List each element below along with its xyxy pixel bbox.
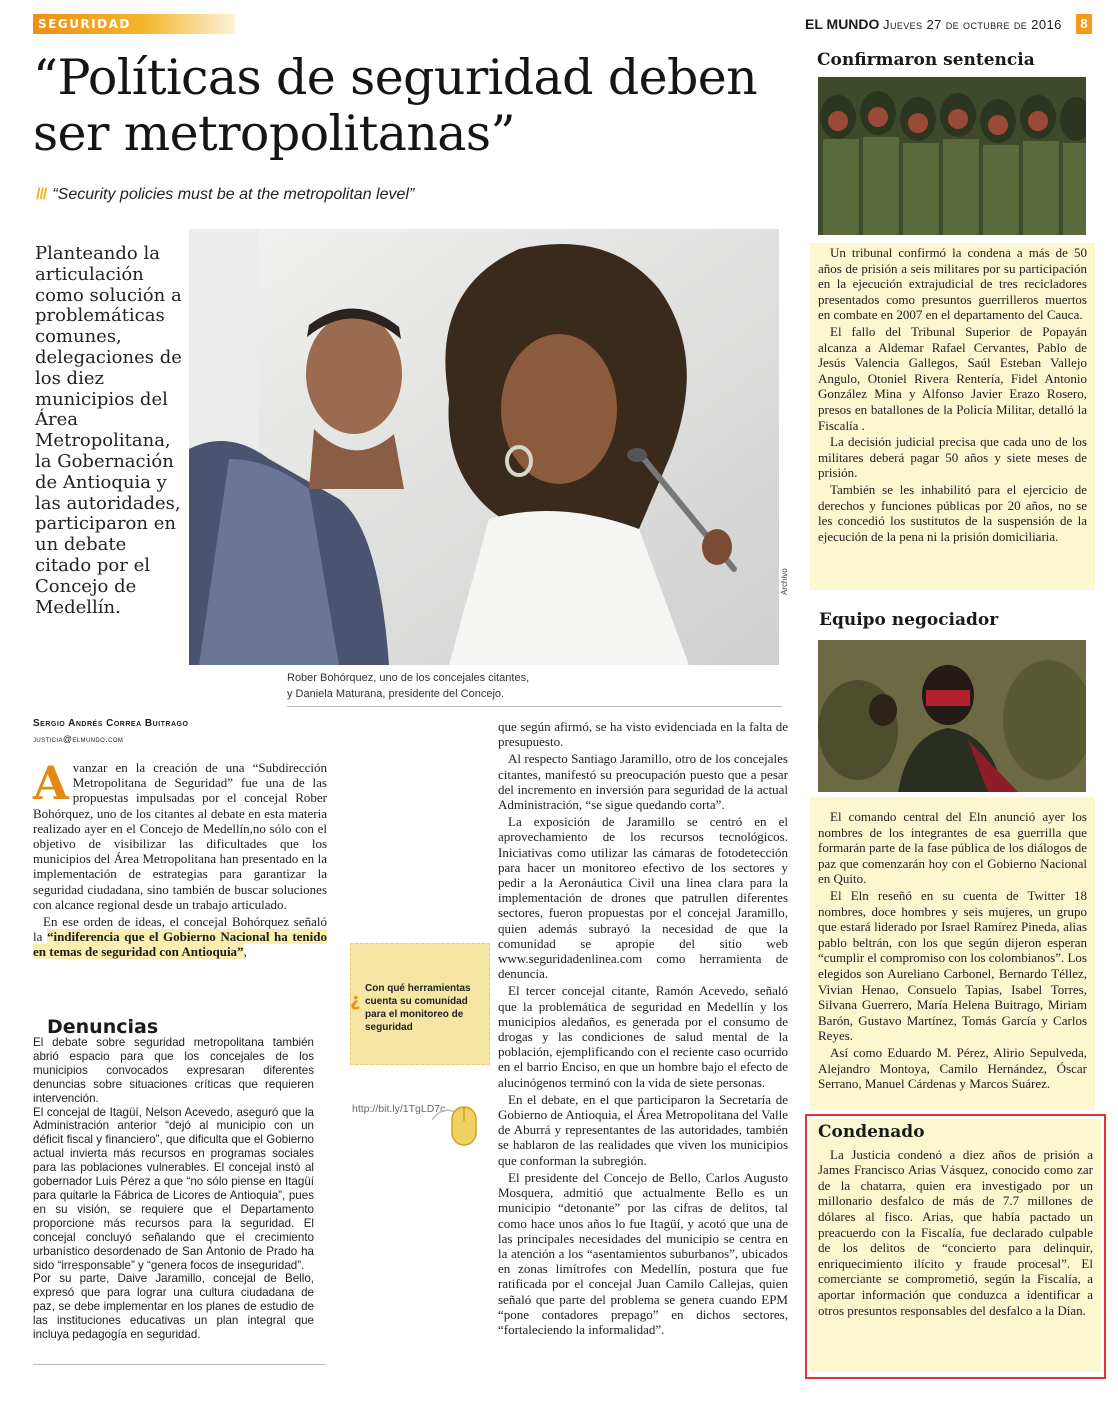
sidebar-title-equipo: Equipo negociador bbox=[819, 610, 999, 630]
subhead-text: “Security policies must be at the metropolitan level” bbox=[52, 186, 415, 203]
denuncias-text bbox=[33, 1036, 314, 1342]
col2-paragraph-3: La exposición de Jaramillo se centró en el aprovechamiento de los recursos tecnológicos. Iniciativas como utilizar las cámaras de fotodetección para hacer un monitoreo efectivo de los sectores y pedir a la Aeronáutica Civil una línea clara para la implementación de drones que patrullen diferentes sectores, fueron propuestas por el concejal Jaramillo, quien además subrayó la necesidad de que la comunidad se apropie del sitio web www.seguridadenlinea.com como herramienta de denuncia. bbox=[498, 814, 788, 982]
council-members-photo bbox=[189, 229, 779, 665]
soldiers-photo bbox=[818, 77, 1086, 235]
s2-paragraph-2: El Eln reseñó en su cuenta de Twitter 18 nombres, doce hombres y seis mujeres, un grupo que estará liderado por Israel Ramírez Pineda, alias pablo beltrán, con los que según dijeron esperan “cumplir el compromiso con los colombianos”. Los elegidos son Aureliano Carbonel, Bernardo Téllez, Vivian Henao, Consuelo Tapias, Isabel Torres, Silvana Guerrero, María Helena Buitrago, Miriam Barón, Gustavo Martínez, Tomás García y Carlos Reyes. bbox=[818, 887, 1087, 1044]
s1-paragraph-4: También se les inhabilitó para el ejercicio de derechos y funciones públicas por 20 años, no se les concedió los sustitutos de la suspensión de la ejecución de la pena ni la prisión domiciliaria. bbox=[818, 481, 1087, 544]
column-end-rule bbox=[33, 1364, 326, 1365]
col2-paragraph-6: El presidente del Concejo de Bello, Carlos Augusto Mosquera, admitió que actualmente Bello es un municipio “detonante” por las cifras de delitos, tal como hace unos años lo fue Itagüí, y acotó que una de las principales necesidades del municipio se centra en la atención a los “asentamientos suburbanos”, ubicados en zonas limítrofes con Medellín, postura que fue ratificada por el concejal Juan Camilo Callejas, quien señaló que parte del problema se genera cuando EPM “pone contadores prepago” en dichos sectores, “fortaleciendo la informalidad”. bbox=[498, 1169, 788, 1337]
s1-paragraph-1: Un tribunal confirmó la condena a más de 50 años de prisión a seis militares por su participación en la ejecución extrajudicial de tres recicladores presentados como presuntos guerrilleros muertos en combate en 2007 en el departamento del Cauca. bbox=[818, 245, 1087, 323]
s1-paragraph-3: La decisión judicial precisa que cada uno de los militares deberá pagar 50 años y siete meses de prisión. bbox=[818, 434, 1087, 481]
denuncias-paragraph-1: El debate sobre seguridad metropolitana también abrió espacio para que los concejales de los municipios convocados expresaran diferentes denuncias sobre situaciones críticas que requieren intervención. bbox=[33, 1036, 314, 1105]
lede: Planteando la articulación como solución a problemáticas comunes, delegaciones de los diez municipios del Área Metropolitana, la Gobernación de Antioquia y las autoridades, participaron en un debate citado por el Concejo de Medellín. bbox=[35, 243, 182, 618]
sidebar-text-confirmaron bbox=[810, 243, 1095, 590]
col1-p2-start: En ese orden de ideas, el concejal Bohórquez señaló la bbox=[33, 914, 327, 945]
byline-author: Sergio Andrés Correa Buitrago bbox=[33, 718, 189, 729]
article-column-1 bbox=[33, 756, 327, 962]
photo-caption bbox=[287, 670, 617, 702]
newspaper-name: EL MUNDO bbox=[805, 16, 880, 32]
col2-paragraph-2: Al respecto Santiago Jaramillo, otro de los concejales citantes, manifestó su preocupación puesto que a pesar del incremento en inversión para seguridad de la actual Administración, “se sigue quedando corta”. bbox=[498, 751, 788, 813]
denuncias-paragraph-2: El concejal de Itagüí, Nelson Acevedo, aseguró que la Administración anterior “dejó al municipio con un déficit fiscal y financiero”, que dificulta que el Gobierno actual invierta más recursos en programas sociales para las poblaciones vulnerables. El concejal instó al gobernador Luis Pérez a que “no sólo piense en Itagüí para quitarle la Fábrica de Licores de Antioquia”, pues en su visión, se requiere que el Departamento proporcione más recursos para la seguridad. El concejal concluyó señalando que el crecimiento urbanístico desordenado de San Antonio de Prado ha sido “irresponsable” y “genera focos de inseguridad”. bbox=[33, 1105, 314, 1272]
section-tag: SEGURIDAD bbox=[33, 14, 235, 34]
caption-rule bbox=[287, 706, 782, 707]
col2-paragraph-4: El tercer concejal citante, Ramón Acevedo, señaló que la problemática de seguridad en Medellín y los municipios aledaños, es generada por el consumo de drogas y las condiciones de salud mental de la población, ejemplificando con el reciente caso ocurrido en el barrio Enciso, en que un hombre bajo el efecto de alucinógenos terminó con la vida de siete personas. bbox=[498, 983, 788, 1090]
photo-credit: Archivo bbox=[780, 568, 789, 595]
s2-paragraph-3: Así como Eduardo M. Pérez, Alirio Sepulveda, Alejandro Montoya, Camilo Hernández, Óscar Serrano, Manuel Cárdenas y Marcos Suárez. bbox=[818, 1044, 1087, 1092]
byline-email[interactable]: justicia@elmundo.com bbox=[33, 734, 124, 744]
headline: “Políticas de seguridad deben ser metropolitanas” bbox=[33, 49, 758, 162]
sidebar-text-equipo bbox=[810, 797, 1095, 1110]
guerrilla-image bbox=[818, 640, 1086, 792]
main-photo bbox=[189, 229, 779, 665]
col2-paragraph-5: En el debate, en el que participaron la Secretaría de Gobierno de Antioquia, el Área Metropolitana del Valle de Aburrá y representantes de las autoridades, también se hablaron de las realidades que viven los municipios que conforman la subregión. bbox=[498, 1091, 788, 1168]
question-text: Con qué herramientas cuenta su comunidad para el monitoreo de seguridad bbox=[365, 983, 471, 1033]
question-mark-icon: ¿ bbox=[350, 990, 361, 1011]
caption-line-2: y Daniela Maturana, presidente del Concejo. bbox=[287, 688, 505, 700]
article-column-2 bbox=[498, 719, 788, 1339]
col1-paragraph-1: vanzar en la creación de una “Subdirección Metropolitana de Seguridad” fue una de las propuestas impulsadas por el concejal Rober Bohórquez, uno de los citantes al debate en esta materia realizado ayer en el Concejo de Medellín,no sólo con el objetivo de visibilizar las dificultades que los municipios del Área Metropolitana han presentado en la implementación de estrategias para garantizar la seguridad ciudadana, sino también de buscar soluciones con alcance regional desde un trabajo articulado. bbox=[33, 760, 327, 912]
s2-paragraph-1: El comando central del Eln anunció ayer los nombres de los integrantes de esa guerrilla que formarán parte de la fase pública de los diálogos de paz que comenzarán hoy con el Gobierno Nacional en Quito. bbox=[818, 809, 1087, 887]
col2-paragraph-1: que según afirmó, se ha visto evidenciada en la falta de presupuesto. bbox=[498, 719, 788, 750]
col1-p2-end: , bbox=[243, 944, 247, 960]
caption-line-1: Rober Bohórquez, uno de los concejales citantes, bbox=[287, 672, 530, 684]
guerrilla-photo bbox=[818, 640, 1086, 792]
col1-paragraph-2 bbox=[33, 914, 327, 960]
sidebar-title-condenado: Condenado bbox=[818, 1122, 925, 1142]
issue-date: Jueves 27 de octubre de 2016 bbox=[883, 17, 1062, 32]
denuncias-subtitle: Denuncias bbox=[47, 1016, 159, 1038]
s3-paragraph-1: La Justicia condenó a diez años de prisión a James Francisco Arias Vásquez, conocido como zar de la chatarra, quien era investigado por un millonario desfalco de más de 7.7 millones de dólares al fisco. Arias, que había pactado un preacuerdo con la Fiscalía, fue declarado culpable de los delitos de “concierto para delinquir, enriquecimiento ilícito y fraude procesal”. El comerciante se comprometió, según la Fiscalía, a aportar información que conduzca a identificar a otros presuntos responsables del desfalco a la Dian. bbox=[818, 1146, 1093, 1318]
highlight-box bbox=[805, 1114, 1106, 1379]
mouse-icon bbox=[432, 1095, 482, 1155]
subheadline bbox=[36, 186, 756, 204]
s1-paragraph-2: El fallo del Tribunal Superior de Popayán alcanza a Aldemar Rafael Cervantes, Pablo de Jesús Valencia Gallegos, Saúl Esteban Vallejo Angulo, Otoniel Rivera Rentería, Fidel Antonio González Mina y Alfonso Javier Erazo Rosero, presos en batallones de la Policía Militar, detalló la Fiscalía . bbox=[818, 323, 1087, 433]
drop-cap: A bbox=[33, 756, 69, 810]
page-number: 8 bbox=[1076, 14, 1092, 34]
highlight-quote: “indiferencia que el Gobierno Nacional ha tenido en temas de seguridad con Antioquia” bbox=[33, 929, 327, 960]
denuncias-paragraph-3: Por su parte, Daive Jaramillo, concejal de Bello, expresó que para lograr una cultura ciudadana de paz, se debe implementar en los planes de estudio de las instituciones educativas un plan integral que incluya pedagogía en seguridad. bbox=[33, 1272, 314, 1342]
sidebar-title-confirmaron: Confirmaron sentencia bbox=[817, 50, 1035, 70]
short-link[interactable]: http://bit.ly/1TgLD7c bbox=[352, 1103, 446, 1115]
soldiers-image bbox=[818, 77, 1086, 235]
subhead-slash-marks: /// bbox=[36, 186, 47, 203]
masthead bbox=[805, 14, 1062, 34]
